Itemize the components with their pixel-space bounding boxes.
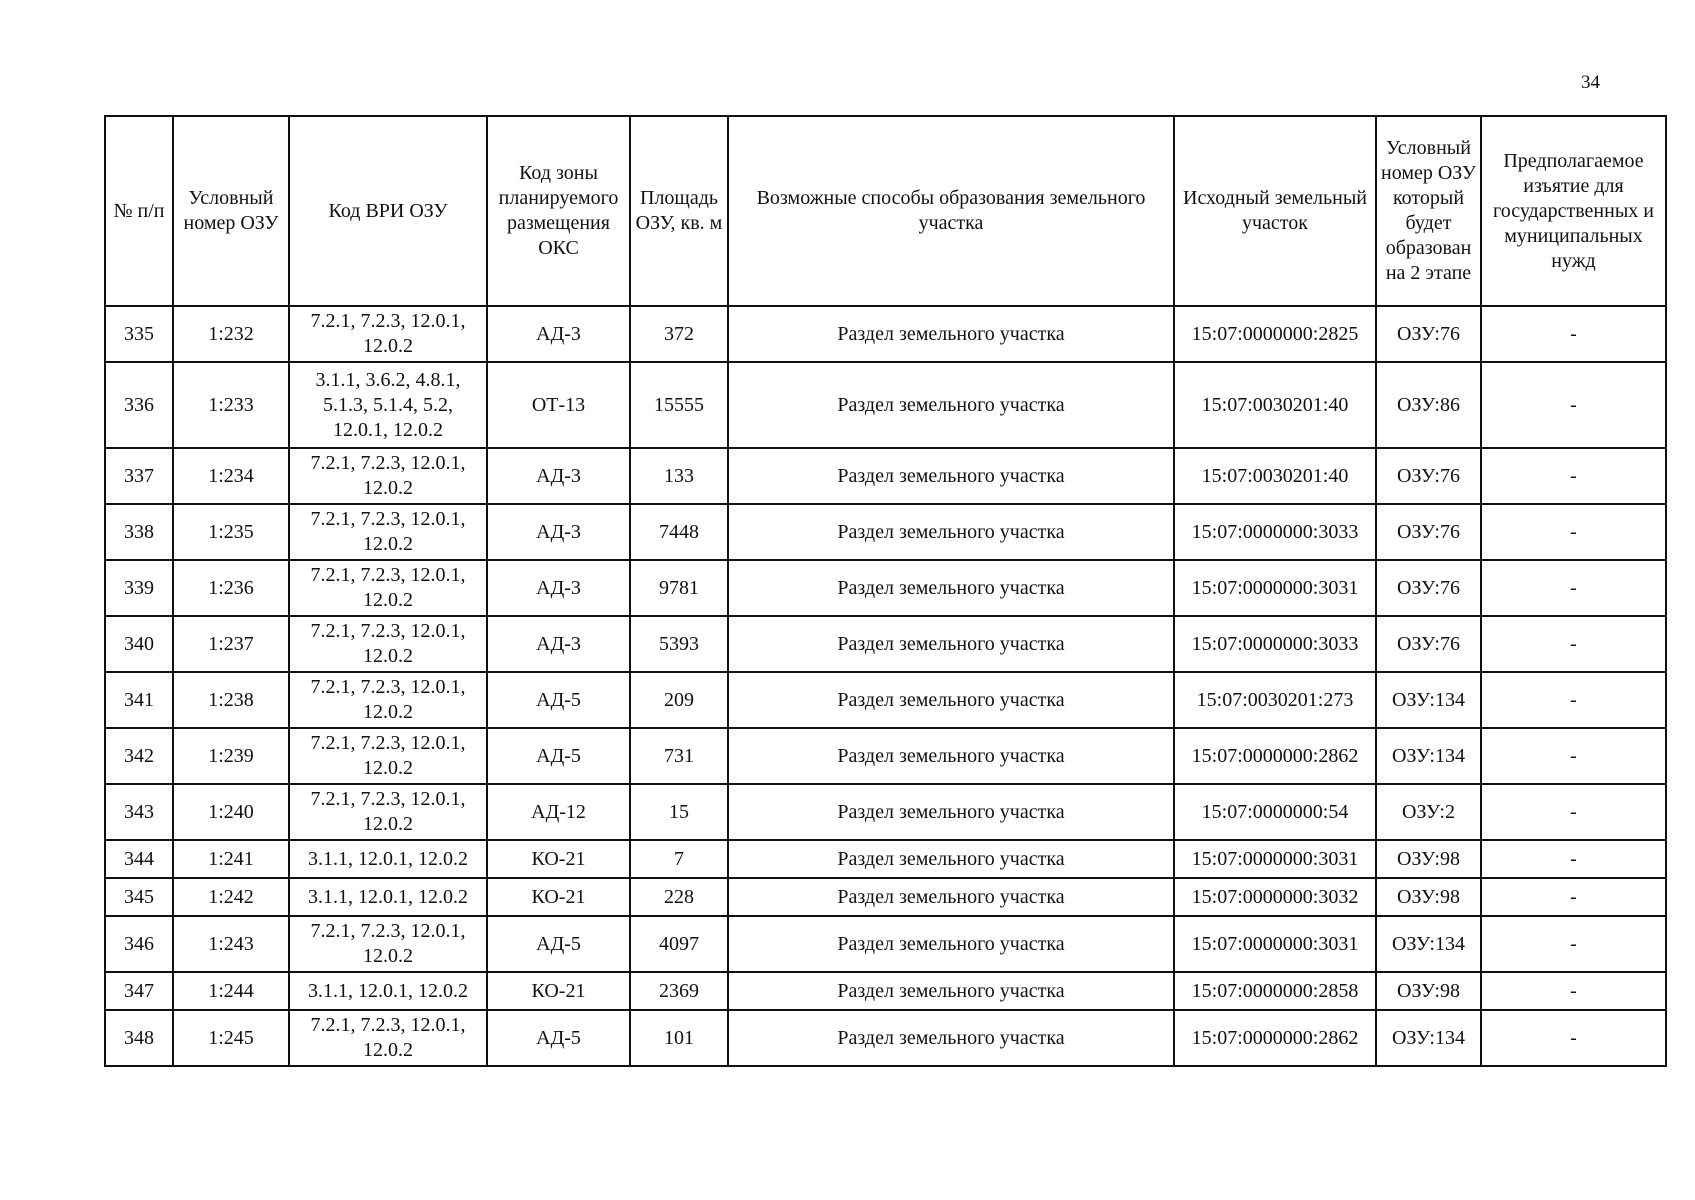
cell-number: 348 <box>105 1010 173 1066</box>
cell-withdrawal: - <box>1481 972 1666 1010</box>
cell-number: 339 <box>105 560 173 616</box>
cell-ozu-id: 1:234 <box>173 448 289 504</box>
cell-source-plot: 15:07:0000000:3031 <box>1174 840 1376 878</box>
cell-number: 347 <box>105 972 173 1010</box>
cell-method: Раздел земельного участка <box>728 878 1174 916</box>
cell-method: Раздел земельного участка <box>728 560 1174 616</box>
cell-zone-code: АД-3 <box>487 448 630 504</box>
table-row <box>105 728 1666 784</box>
cell-withdrawal: - <box>1481 362 1666 448</box>
cell-vri-code: 7.2.1, 7.2.3, 12.0.1, 12.0.2 <box>289 616 487 672</box>
cell-area: 4097 <box>630 916 728 972</box>
cell-vri-code: 7.2.1, 7.2.3, 12.0.1, 12.0.2 <box>289 916 487 972</box>
cell-vri-code: 7.2.1, 7.2.3, 12.0.1, 12.0.2 <box>289 504 487 560</box>
cell-method: Раздел земельного участка <box>728 306 1174 362</box>
cell-stage2-ozu: ОЗУ:76 <box>1376 306 1481 362</box>
cell-number: 346 <box>105 916 173 972</box>
cell-stage2-ozu: ОЗУ:76 <box>1376 504 1481 560</box>
cell-number: 341 <box>105 672 173 728</box>
cell-withdrawal: - <box>1481 1010 1666 1066</box>
cell-method: Раздел земельного участка <box>728 728 1174 784</box>
table-row <box>105 362 1666 448</box>
cell-withdrawal: - <box>1481 728 1666 784</box>
cell-area: 9781 <box>630 560 728 616</box>
cell-ozu-id: 1:236 <box>173 560 289 616</box>
cell-number: 335 <box>105 306 173 362</box>
cell-area: 209 <box>630 672 728 728</box>
cell-withdrawal: - <box>1481 916 1666 972</box>
cell-zone-code: ОТ-13 <box>487 362 630 448</box>
cell-withdrawal: - <box>1481 840 1666 878</box>
table-row <box>105 1010 1666 1066</box>
header-cell: Площадь ОЗУ, кв. м <box>630 116 728 306</box>
cell-stage2-ozu: ОЗУ:98 <box>1376 972 1481 1010</box>
cell-zone-code: АД-3 <box>487 616 630 672</box>
table-row <box>105 560 1666 616</box>
cell-vri-code: 3.1.1, 3.6.2, 4.8.1, 5.1.3, 5.1.4, 5.2, 12.0.1, 12.0.2 <box>289 362 487 448</box>
cell-withdrawal: - <box>1481 784 1666 840</box>
cell-area: 133 <box>630 448 728 504</box>
cell-zone-code: КО-21 <box>487 840 630 878</box>
cell-ozu-id: 1:243 <box>173 916 289 972</box>
table-row <box>105 306 1666 362</box>
cell-number: 342 <box>105 728 173 784</box>
cell-number: 343 <box>105 784 173 840</box>
cell-source-plot: 15:07:0000000:2862 <box>1174 728 1376 784</box>
cell-source-plot: 15:07:0030201:273 <box>1174 672 1376 728</box>
page-number: 34 <box>1581 72 1600 93</box>
cell-ozu-id: 1:238 <box>173 672 289 728</box>
cell-area: 372 <box>630 306 728 362</box>
table-row <box>105 784 1666 840</box>
cell-method: Раздел земельного участка <box>728 672 1174 728</box>
cell-source-plot: 15:07:0000000:2858 <box>1174 972 1376 1010</box>
cell-area: 7448 <box>630 504 728 560</box>
cell-zone-code: АД-3 <box>487 306 630 362</box>
cell-ozu-id: 1:232 <box>173 306 289 362</box>
cell-stage2-ozu: ОЗУ:134 <box>1376 1010 1481 1066</box>
cell-ozu-id: 1:235 <box>173 504 289 560</box>
cell-stage2-ozu: ОЗУ:98 <box>1376 878 1481 916</box>
cell-method: Раздел земельного участка <box>728 972 1174 1010</box>
cell-withdrawal: - <box>1481 306 1666 362</box>
cell-stage2-ozu: ОЗУ:2 <box>1376 784 1481 840</box>
cell-source-plot: 15:07:0000000:3033 <box>1174 616 1376 672</box>
cell-zone-code: АД-5 <box>487 728 630 784</box>
cell-stage2-ozu: ОЗУ:98 <box>1376 840 1481 878</box>
cell-withdrawal: - <box>1481 878 1666 916</box>
cell-ozu-id: 1:233 <box>173 362 289 448</box>
cell-vri-code: 3.1.1, 12.0.1, 12.0.2 <box>289 878 487 916</box>
cell-ozu-id: 1:241 <box>173 840 289 878</box>
cell-zone-code: АД-5 <box>487 1010 630 1066</box>
cell-source-plot: 15:07:0000000:2825 <box>1174 306 1376 362</box>
cell-vri-code: 7.2.1, 7.2.3, 12.0.1, 12.0.2 <box>289 560 487 616</box>
cell-method: Раздел земельного участка <box>728 1010 1174 1066</box>
header-cell: № п/п <box>105 116 173 306</box>
cell-method: Раздел земельного участка <box>728 616 1174 672</box>
cell-area: 228 <box>630 878 728 916</box>
cell-area: 15555 <box>630 362 728 448</box>
cell-ozu-id: 1:239 <box>173 728 289 784</box>
header-cell: Код ВРИ ОЗУ <box>289 116 487 306</box>
cell-zone-code: КО-21 <box>487 972 630 1010</box>
cell-vri-code: 7.2.1, 7.2.3, 12.0.1, 12.0.2 <box>289 784 487 840</box>
table-row <box>105 672 1666 728</box>
cell-stage2-ozu: ОЗУ:86 <box>1376 362 1481 448</box>
cell-method: Раздел земельного участка <box>728 448 1174 504</box>
cell-source-plot: 15:07:0000000:3031 <box>1174 560 1376 616</box>
cell-area: 101 <box>630 1010 728 1066</box>
cell-stage2-ozu: ОЗУ:134 <box>1376 916 1481 972</box>
cell-number: 338 <box>105 504 173 560</box>
cell-area: 2369 <box>630 972 728 1010</box>
table-row <box>105 448 1666 504</box>
cell-source-plot: 15:07:0000000:3033 <box>1174 504 1376 560</box>
cell-number: 344 <box>105 840 173 878</box>
cell-source-plot: 15:07:0000000:3032 <box>1174 878 1376 916</box>
cell-stage2-ozu: ОЗУ:76 <box>1376 448 1481 504</box>
cell-vri-code: 7.2.1, 7.2.3, 12.0.1, 12.0.2 <box>289 306 487 362</box>
cell-stage2-ozu: ОЗУ:134 <box>1376 728 1481 784</box>
cell-zone-code: АД-3 <box>487 560 630 616</box>
cell-number: 336 <box>105 362 173 448</box>
cell-vri-code: 7.2.1, 7.2.3, 12.0.1, 12.0.2 <box>289 1010 487 1066</box>
cell-zone-code: АД-5 <box>487 916 630 972</box>
cell-ozu-id: 1:245 <box>173 1010 289 1066</box>
cell-number: 340 <box>105 616 173 672</box>
cell-method: Раздел земельного участка <box>728 504 1174 560</box>
cell-zone-code: АД-3 <box>487 504 630 560</box>
table-row <box>105 504 1666 560</box>
cell-stage2-ozu: ОЗУ:134 <box>1376 672 1481 728</box>
cell-withdrawal: - <box>1481 448 1666 504</box>
header-cell: Предполагаемое изъятие для государственных и муниципальных нужд <box>1481 116 1666 306</box>
cell-area: 731 <box>630 728 728 784</box>
cell-area: 5393 <box>630 616 728 672</box>
table-row <box>105 840 1666 878</box>
cell-stage2-ozu: ОЗУ:76 <box>1376 616 1481 672</box>
header-cell: Возможные способы образования земельного участка <box>728 116 1174 306</box>
cell-source-plot: 15:07:0000000:54 <box>1174 784 1376 840</box>
cell-vri-code: 7.2.1, 7.2.3, 12.0.1, 12.0.2 <box>289 728 487 784</box>
table-row <box>105 616 1666 672</box>
cell-zone-code: КО-21 <box>487 878 630 916</box>
land-plots-table <box>104 115 1667 1067</box>
cell-ozu-id: 1:240 <box>173 784 289 840</box>
cell-vri-code: 7.2.1, 7.2.3, 12.0.1, 12.0.2 <box>289 448 487 504</box>
cell-method: Раздел земельного участка <box>728 784 1174 840</box>
cell-method: Раздел земельного участка <box>728 916 1174 972</box>
header-cell: Условный номер ОЗУ который будет образован на 2 этапе <box>1376 116 1481 306</box>
cell-method: Раздел земельного участка <box>728 362 1174 448</box>
cell-withdrawal: - <box>1481 616 1666 672</box>
table-row <box>105 878 1666 916</box>
cell-source-plot: 15:07:0000000:3031 <box>1174 916 1376 972</box>
cell-ozu-id: 1:244 <box>173 972 289 1010</box>
cell-source-plot: 15:07:0030201:40 <box>1174 448 1376 504</box>
cell-withdrawal: - <box>1481 672 1666 728</box>
cell-ozu-id: 1:237 <box>173 616 289 672</box>
cell-withdrawal: - <box>1481 504 1666 560</box>
cell-zone-code: АД-12 <box>487 784 630 840</box>
cell-source-plot: 15:07:0030201:40 <box>1174 362 1376 448</box>
table-header-row <box>105 116 1666 306</box>
header-cell: Код зоны планируемого размещения ОКС <box>487 116 630 306</box>
cell-source-plot: 15:07:0000000:2862 <box>1174 1010 1376 1066</box>
header-cell: Исходный земельный участок <box>1174 116 1376 306</box>
cell-number: 345 <box>105 878 173 916</box>
cell-ozu-id: 1:242 <box>173 878 289 916</box>
cell-stage2-ozu: ОЗУ:76 <box>1376 560 1481 616</box>
cell-vri-code: 7.2.1, 7.2.3, 12.0.1, 12.0.2 <box>289 672 487 728</box>
cell-vri-code: 3.1.1, 12.0.1, 12.0.2 <box>289 972 487 1010</box>
table-row <box>105 972 1666 1010</box>
cell-number: 337 <box>105 448 173 504</box>
header-cell: Условный номер ОЗУ <box>173 116 289 306</box>
cell-withdrawal: - <box>1481 560 1666 616</box>
cell-vri-code: 3.1.1, 12.0.1, 12.0.2 <box>289 840 487 878</box>
cell-area: 7 <box>630 840 728 878</box>
cell-area: 15 <box>630 784 728 840</box>
table-row <box>105 916 1666 972</box>
cell-zone-code: АД-5 <box>487 672 630 728</box>
cell-method: Раздел земельного участка <box>728 840 1174 878</box>
